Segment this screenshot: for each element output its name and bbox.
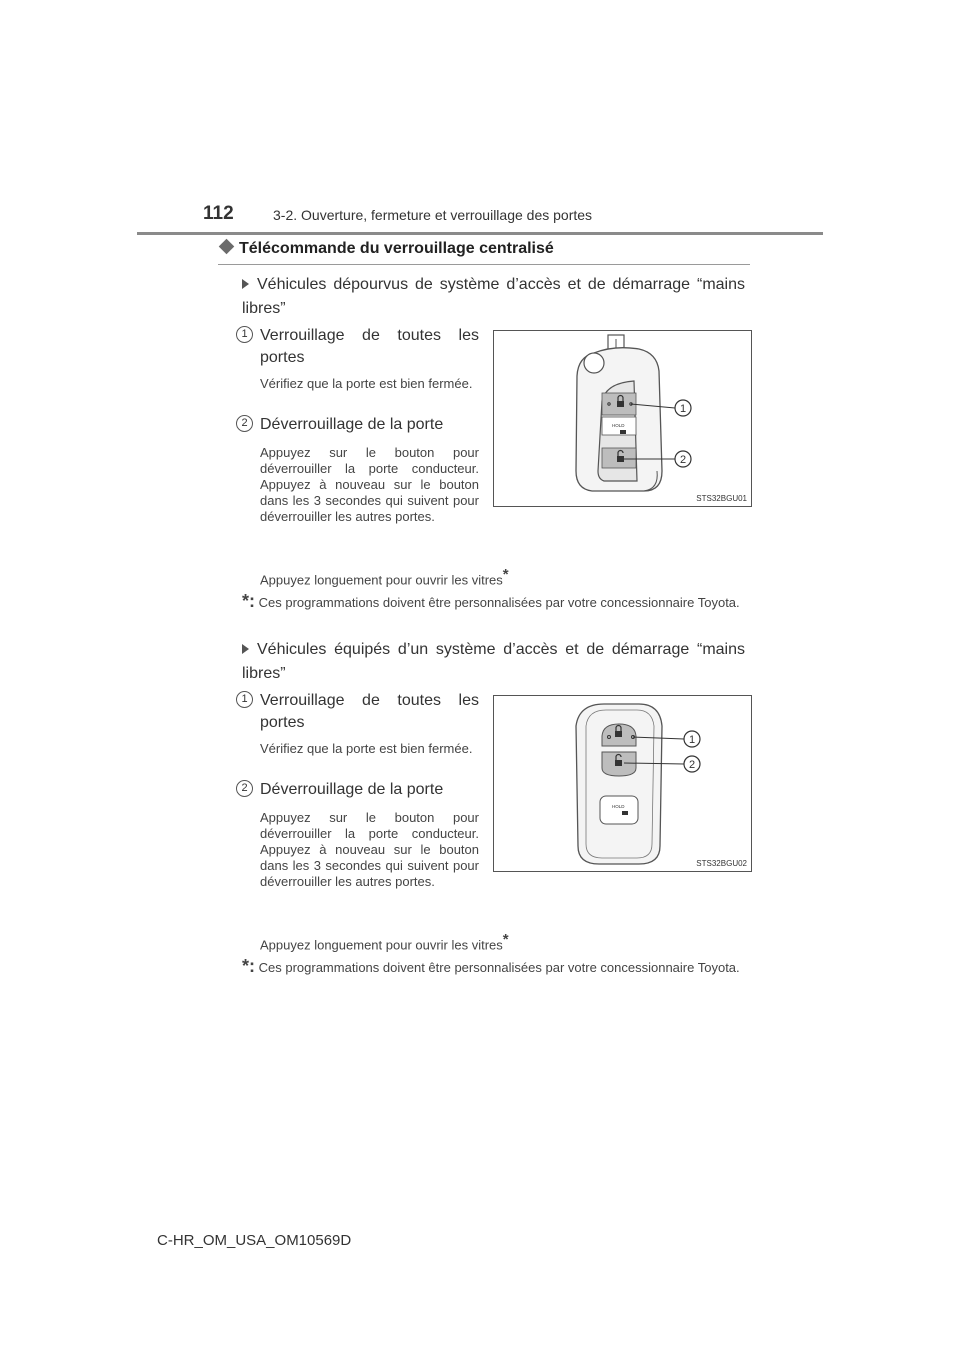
section-divider xyxy=(218,264,750,265)
document-code: C-HR_OM_USA_OM10569D xyxy=(157,1232,352,1249)
footnote-star: * xyxy=(502,566,509,583)
item-title: Déverrouillage de la porte xyxy=(260,416,444,433)
chapter-title: 3-2. Ouverture, fermeture et verrouillage des portes xyxy=(273,207,593,223)
footnote xyxy=(242,592,745,612)
callout-1: 1 xyxy=(688,734,696,746)
vehicle-type-heading xyxy=(242,273,745,321)
flip-key-illustration xyxy=(494,331,751,506)
item-number-badge: 2 xyxy=(236,415,253,432)
triangle-bullet-icon xyxy=(242,279,249,289)
item-number-badge: 2 xyxy=(236,780,253,797)
smart-key-illustration xyxy=(494,696,751,871)
extra-function-note xyxy=(260,931,509,952)
footnote-marker: *: xyxy=(242,956,255,976)
item-description: Appuyez sur le bouton pour déverrouiller la porte conducteur. Appuyez à nouveau sur le bouton dans les 3 secondes qui suivent pour déverrouiller les autres portes. xyxy=(260,445,479,524)
item-title: Verrouillage de toutes les portes xyxy=(260,692,479,731)
header-divider xyxy=(137,232,823,235)
page-number: 112 xyxy=(203,203,234,224)
hold-label: HOLD xyxy=(612,804,625,809)
hold-label: HOLD xyxy=(612,423,625,428)
diamond-bullet-icon xyxy=(219,239,235,255)
extra-function-text: Appuyez longuement pour ouvrir les vitres xyxy=(260,572,503,588)
key-fob-figure xyxy=(493,695,752,872)
footnote-text: Ces programmations doivent être personnalisées par votre concessionnaire Toyota. xyxy=(258,595,740,610)
vehicle-type-text: Véhicules équipés d’un système d’accès et de démarrage “mains libres” xyxy=(242,641,745,682)
footnote-text: Ces programmations doivent être personnalisées par votre concessionnaire Toyota. xyxy=(258,960,740,975)
footnote-marker: *: xyxy=(242,591,255,611)
section-title xyxy=(218,240,554,258)
figure-code: STS32BGU01 xyxy=(696,494,747,503)
item-title: Verrouillage de toutes les portes xyxy=(260,327,479,366)
footnote-star: * xyxy=(502,931,509,948)
item-description: Vérifiez que la porte est bien fermée. xyxy=(260,376,473,391)
item-number-badge: 1 xyxy=(236,691,253,708)
triangle-bullet-icon xyxy=(242,644,249,654)
vehicle-type-heading xyxy=(242,638,745,686)
callout-2: 2 xyxy=(688,759,696,771)
key-fob-figure xyxy=(493,330,752,507)
extra-function-text: Appuyez longuement pour ouvrir les vitres xyxy=(260,937,503,953)
footnote xyxy=(242,957,745,977)
figure-code: STS32BGU02 xyxy=(696,859,747,868)
item-title: Déverrouillage de la porte xyxy=(260,781,444,798)
item-description: Appuyez sur le bouton pour déverrouiller la porte conducteur. Appuyez à nouveau sur le bouton dans les 3 secondes qui suivent pour déverrouiller les autres portes. xyxy=(260,810,479,889)
extra-function-note xyxy=(260,566,509,587)
vehicle-type-text: Véhicules dépourvus de système d’accès et de démarrage “mains libres” xyxy=(242,276,745,317)
callout-1: 1 xyxy=(679,403,687,415)
item-number-badge: 1 xyxy=(236,326,253,343)
callout-2: 2 xyxy=(679,454,687,466)
item-description: Vérifiez que la porte est bien fermée. xyxy=(260,741,473,756)
section-title-text: Télécommande du verrouillage centralisé xyxy=(239,240,554,257)
